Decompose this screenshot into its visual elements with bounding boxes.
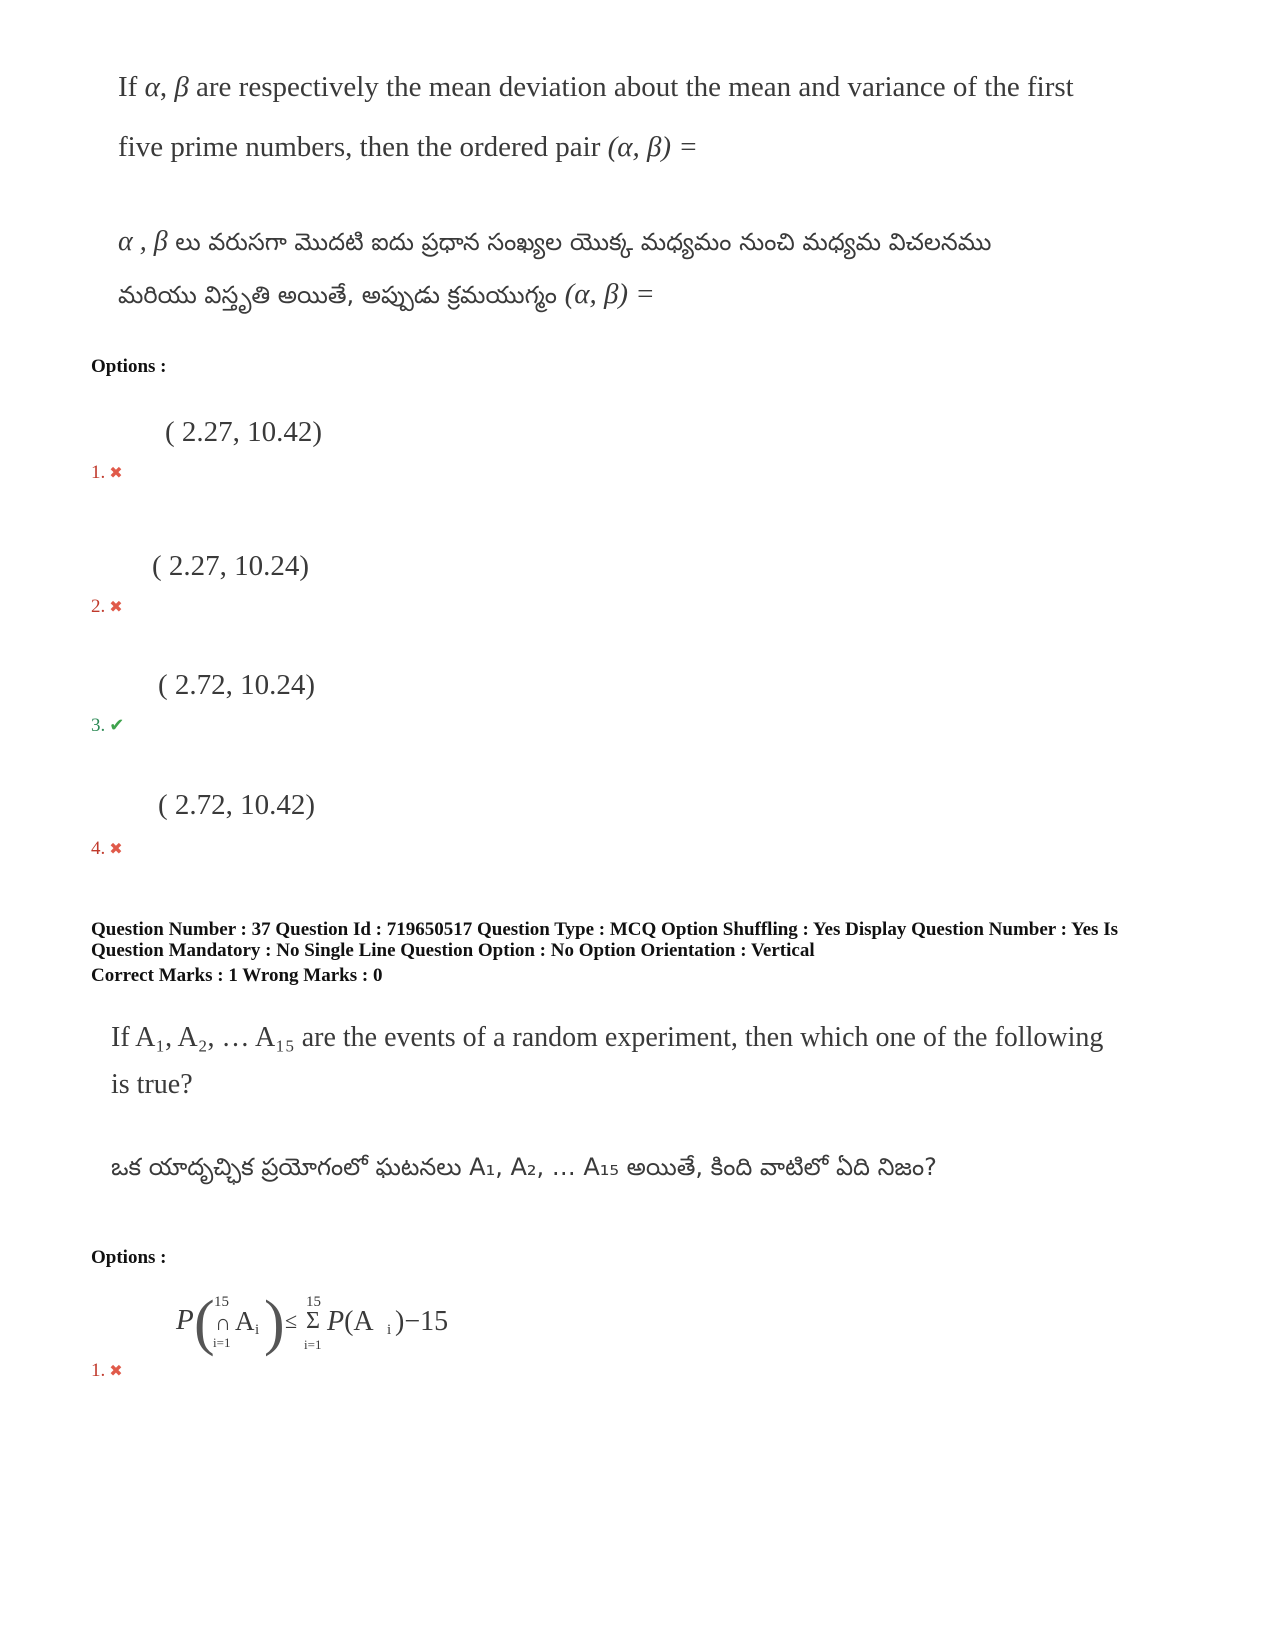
option-number: 3. <box>91 715 106 736</box>
q36-telugu-line2 <box>118 278 655 315</box>
probability-P: P <box>176 1304 194 1336</box>
q37-option1 <box>91 1360 123 1382</box>
q36-telugu-text1: లు వరుసగా మొదటి ఐదు ప్రధాన సంఖ్యల యొక్క మధ్యమం నుంచి మధ్యమ విచలనము <box>175 228 992 256</box>
q36-option4-value: ( 2.72, 10.42) <box>158 789 316 821</box>
q37-meta: Question Number : 37 Question Id : 719650517 Question Type : MCQ Option Shuffling : Yes Display Question Number : Yes Is Question Mandatory : No Single Line Question Option : No Option Orientation : Vertical <box>91 919 1118 961</box>
q36-option2-value: ( 2.27, 10.24) <box>152 550 310 582</box>
intersection-lower: i=1 <box>213 1335 231 1350</box>
right-paren: ) <box>264 1289 285 1357</box>
q36-option2 <box>91 596 123 618</box>
q36-text-if: If <box>118 71 138 103</box>
alpha-symbol: α <box>144 71 160 103</box>
cross-icon: ✖ <box>109 463 123 482</box>
q36-telugu-line1 <box>118 226 991 262</box>
q36-text-rest: are respectively the mean deviation about the mean and variance of the first <box>196 71 1074 103</box>
option-number: 2. <box>91 596 106 617</box>
event-A: A <box>235 1306 255 1336</box>
option-number: 4. <box>91 838 106 859</box>
check-icon: ✔ <box>109 715 125 736</box>
rhs-probability: P(A <box>327 1306 374 1337</box>
intersection-upper: 15 <box>214 1294 229 1310</box>
rhs-subscript-i: i <box>387 1322 392 1338</box>
q36-option1-value: ( 2.27, 10.42) <box>165 416 323 448</box>
ordered-pair-symbol: (α, β) = <box>607 131 698 163</box>
q37-marks: Correct Marks : 1 Wrong Marks : 0 <box>91 965 383 986</box>
q37-option1-formula <box>176 1289 476 1362</box>
q36-telugu-text2: మరియు విస్తృతి అయితే, అప్పుడు క్రమయుగ్మం <box>118 281 557 309</box>
sum-lower: i=1 <box>304 1337 322 1352</box>
q37-options-label: Options : <box>91 1247 167 1268</box>
cross-icon: ✖ <box>109 839 123 858</box>
q37-english-line2: is true? <box>111 1069 193 1100</box>
q36-english-line2 <box>118 130 698 165</box>
sum-upper: 15 <box>306 1294 321 1310</box>
alpha-beta-symbols: α , β <box>118 226 168 257</box>
cross-icon: ✖ <box>109 1361 123 1380</box>
left-paren: ( <box>194 1289 215 1357</box>
ordered-pair-symbol: (α, β) = <box>564 278 655 310</box>
q36-option3 <box>91 715 124 737</box>
option-number: 1. <box>91 462 106 483</box>
less-equal-symbol: ≤ <box>285 1308 298 1333</box>
option-number: 1. <box>91 1360 106 1381</box>
rhs-close: )−15 <box>395 1306 449 1337</box>
q37-telugu-line1: ఒక యాదృచ్ఛిక ప్రయోగంలో ఘటనలు A₁, A₂, … A₁₅ అయితే, కింది వాటిలో ఏది నిజం? <box>111 1153 937 1181</box>
comma: , <box>159 71 168 103</box>
q36-option4 <box>91 838 123 860</box>
beta-symbol: β <box>174 71 189 103</box>
cross-icon: ✖ <box>109 597 123 616</box>
q36-option3-value: ( 2.72, 10.24) <box>158 669 316 701</box>
q36-option1 <box>91 462 123 484</box>
subscript-i: i <box>255 1322 260 1338</box>
q36-text-line2: five prime numbers, then the ordered pair <box>118 131 601 163</box>
sigma-symbol: Σ <box>306 1308 320 1334</box>
intersection-symbol: ∩ <box>215 1310 231 1335</box>
q36-english-line1 <box>118 70 1074 105</box>
q37-english-line1: If A₁, A₂, … A₁₅ are the events of a random experiment, then which one of the following <box>111 1022 1104 1053</box>
q36-options-label: Options : <box>91 356 167 377</box>
